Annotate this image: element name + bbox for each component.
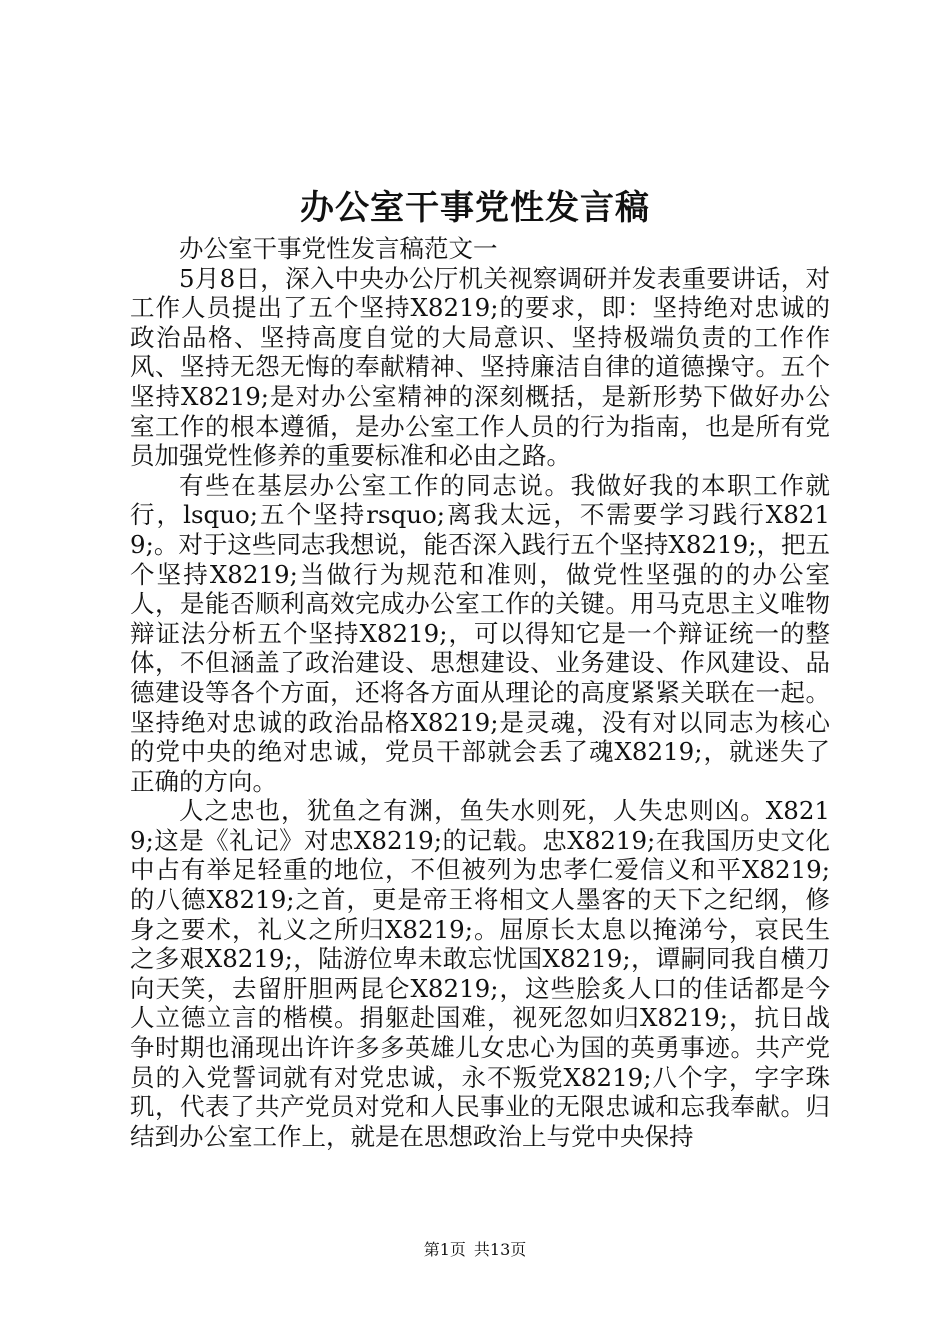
page-total: 共13页 xyxy=(473,1240,527,1259)
paragraph-1: 5月8日，深入中央办公厅机关视察调研并发表重要讲话，对工作人员提出了五个坚持X8219;的要求，即：坚持绝对忠诚的政治品格、坚持高度自觉的大局意识、坚持极端负责的工作作风、坚持无怨无悔的奉献精神、坚持廉洁自律的道德操守。五个坚持X8219;是对办公室精神的深刻概括，是新形势下做好办公室工作的根本遵循，是办公室工作人员的行为指南，也是所有党员加强党性修养的重要标准和必由之路。 xyxy=(130,263,830,471)
document-title: 办公室干事党性发言稿 xyxy=(300,188,650,228)
page-number: 第1页 xyxy=(423,1240,466,1259)
document-subtitle: 办公室干事党性发言稿范文一 xyxy=(179,234,498,263)
paragraph-2: 有些在基层办公室工作的同志说。我做好我的本职工作就行，lsquo;五个坚持rsquo;离我太远，不需要学习践行X8219;。对于这些同志我想说，能否深入践行五个坚持X8219;，把五个坚持X8219;当做行为规范和准则，做党性坚强的的办公室人，是能否顺利高效完成办公室工作的关键。用马克思主义唯物辩证法分析五个坚持X8219;，可以得知它是一个辩证统一的整体，不但涵盖了政治建设、思想建设、业务建设、作风建设、品德建设等各个方面，还将各方面从理论的高度紧紧关联在一起。坚持绝对忠诚的政治品格X8219;是灵魂，没有对以同志为核心的党中央的绝对忠诚，党员干部就会丢了魂X8219;，就迷失了正确的方向。 xyxy=(130,470,830,796)
page-footer xyxy=(0,1240,950,1260)
document-body xyxy=(130,234,830,1151)
paragraph-3: 人之忠也，犹鱼之有渊，鱼失水则死，人失忠则凶。X8219;这是《礼记》对忠X8219;的记载。忠X8219;在我国历史文化中占有举足轻重的地位，不但被列为忠孝仁爱信义和平X8219;的八德X8219;之首，更是帝王将相文人墨客的天下之纪纲，修身之要术，礼义之所归X8219;。屈原长太息以掩涕兮，哀民生之多艰X8219;，陆游位卑未敢忘忧国X8219;，谭嗣同我自横刀向天笑，去留肝胆两昆仑X8219;，这些脍炙人口的佳话都是今人立德立言的楷模。捐躯赴国难，视死忽如归X8219;，抗日战争时期也涌现出许许多多英雄儿女忠心为国的英勇事迹。共产党员的入党誓词就有对党忠诚，永不叛党X8219;八个字，字字珠玑，代表了共产党员对党和人民事业的无限忠诚和忘我奉献。归结到办公室工作上，就是在思想政治上与党中央保持 xyxy=(130,796,830,1151)
